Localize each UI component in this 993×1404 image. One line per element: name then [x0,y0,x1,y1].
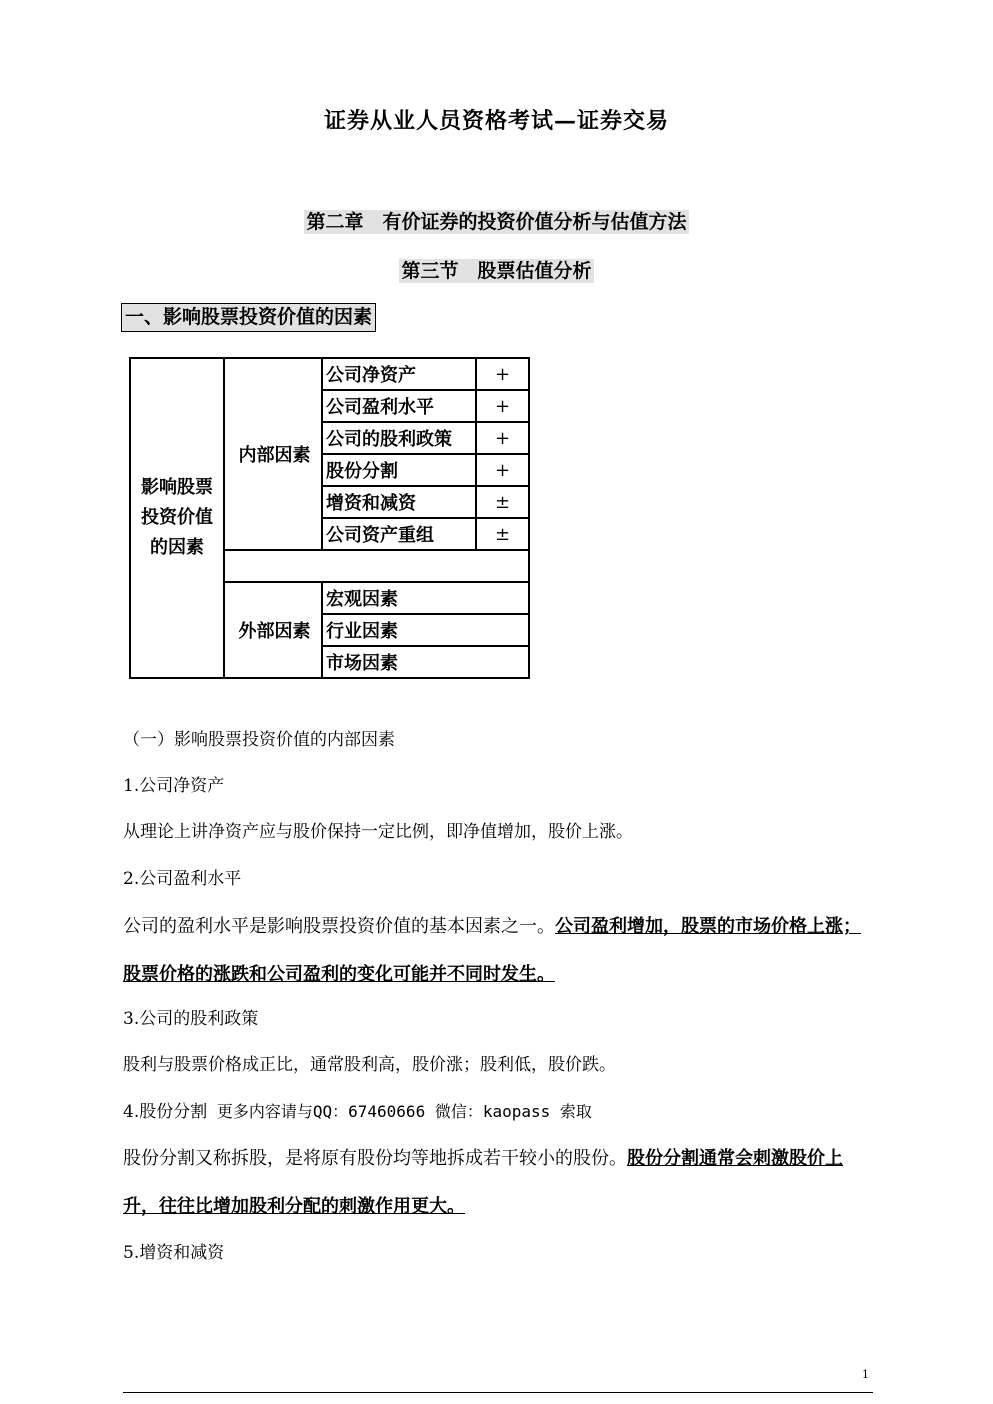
table-row [130,358,529,390]
item1-title: 1.公司净资产 [123,776,225,796]
factor-sign: ± [476,518,529,550]
factor-name: 公司资产重组 [322,518,476,550]
factor-sign: ± [476,486,529,518]
factor-sign: + [476,358,529,390]
item4-title: 4.股份分割 [123,1102,208,1122]
page-number: 1 [862,1368,869,1381]
subheading-internal: （一）影响股票投资价值的内部因素 [123,730,395,750]
footer-divider [123,1392,873,1393]
heading-factors: 一、影响股票投资价值的因素 [121,303,376,332]
spacer-cell [224,550,529,582]
item3-title: 3.公司的股利政策 [123,1009,259,1029]
item4-text: 股份分割又称拆股，是将原有股份均等地拆成若干较小的股份。 [123,1148,627,1169]
internal-group-cell: 内部因素 [224,358,322,550]
chapter-heading [0,207,993,234]
factor-table [129,357,530,679]
section-title: 第三节 股票估值分析 [401,260,592,282]
item2-text: 公司的盈利水平是影响股票投资价值的基本因素之一。 [123,916,555,937]
item2-emphasis: 公司盈利增加，股票的市场价格上涨；股票价格的涨跌和公司盈利的变化可能并不同时发生。 [123,916,861,985]
factor-name: 宏观因素 [322,582,529,614]
factor-sign: + [476,422,529,454]
item1-text: 从理论上讲净资产应与股价保持一定比例，即净值增加，股价上涨。 [123,822,633,842]
item4-paragraph [123,1135,868,1231]
document-title: 证券从业人员资格考试—证券交易 [323,108,669,134]
factor-name: 增资和减资 [322,486,476,518]
factor-sign: + [476,454,529,486]
chapter-title: 第二章 有价证券的投资价值分析与估值方法 [306,211,687,233]
section-heading [0,256,993,283]
item5-title: 5.增资和减资 [123,1243,225,1263]
item2-title: 2.公司盈利水平 [123,869,242,889]
item4-note: 更多内容请与QQ：67460666 微信：kaopass 索取 [207,1102,592,1121]
factor-name: 行业因素 [322,614,529,646]
external-group-cell: 外部因素 [224,582,322,678]
factor-name: 股份分割 [322,454,476,486]
factor-name: 公司的股利政策 [322,422,476,454]
factor-name: 公司净资产 [322,358,476,390]
item4-emphasis: 股份分割通常会刺激股价上升，往往比增加股利分配的刺激作用更大。 [123,1148,843,1217]
item4-title-line [123,1100,592,1124]
factor-sign: + [476,390,529,422]
item3-text: 股利与股票价格成正比，通常股利高，股价涨；股利低，股价跌。 [123,1055,616,1075]
item2-paragraph [123,903,868,999]
root-cell: 影响股票投资价值的因素 [130,358,224,678]
factor-name: 市场因素 [322,646,529,678]
factor-name: 公司盈利水平 [322,390,476,422]
